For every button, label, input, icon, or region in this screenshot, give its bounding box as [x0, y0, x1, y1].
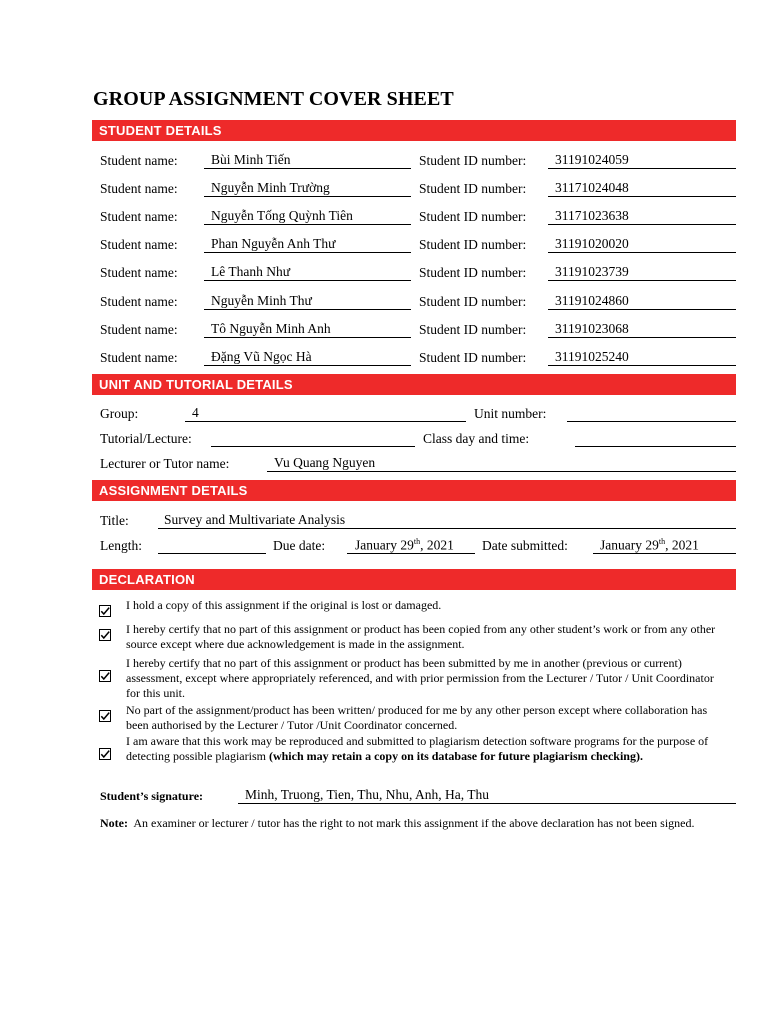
student-id-label: Student ID number:: [419, 209, 527, 224]
student-id-label: Student ID number:: [419, 322, 527, 337]
student-name-value: Nguyễn Minh Thư: [211, 293, 312, 308]
due-date-label: Due date:: [273, 538, 326, 553]
note-label: Note:: [100, 816, 128, 830]
due-date-year: , 2021: [420, 537, 454, 553]
student-id-label: Student ID number:: [419, 153, 527, 168]
assignment-details-header: ASSIGNMENT DETAILS: [92, 480, 736, 501]
declaration-text: [126, 734, 722, 764]
group-label: Group:: [100, 406, 139, 421]
due-date-value: [355, 537, 454, 554]
student-id-value: 31191023068: [555, 321, 629, 336]
student-name-value: Nguyễn Minh Trường: [211, 180, 330, 195]
lecturer-label: Lecturer or Tutor name:: [100, 456, 230, 471]
student-name-value: Phan Nguyễn Anh Thư: [211, 236, 336, 251]
declaration-statement: I hereby certify that no part of this assignment or product has been copied from any other student’s work or from any other source except where due acknowledgement is made in the assignment.: [126, 622, 716, 651]
class-day-field[interactable]: [575, 430, 736, 447]
declaration-statement: I hold a copy of this assignment if the original is lost or damaged.: [126, 598, 442, 612]
student-id-value: 31171023638: [555, 208, 629, 223]
student-id-value: 31191025240: [555, 349, 629, 364]
declaration-checkbox[interactable]: [99, 748, 111, 760]
student-id-value: 31191024059: [555, 152, 629, 167]
unit-number-label: Unit number:: [474, 406, 547, 421]
student-id-label: Student ID number:: [419, 350, 527, 365]
declaration-checkbox[interactable]: [99, 670, 111, 682]
declaration-checkbox[interactable]: [99, 605, 111, 617]
student-id-value: 31191023739: [555, 264, 629, 279]
student-id-value: 31191024860: [555, 293, 629, 308]
page-title: GROUP ASSIGNMENT COVER SHEET: [93, 88, 454, 110]
student-name-value: Đặng Vũ Ngọc Hà: [211, 349, 312, 364]
date-submitted-value: [600, 537, 699, 554]
title-label: Title:: [100, 513, 129, 528]
length-field[interactable]: [158, 537, 266, 554]
student-name-value: Tô Nguyễn Minh Anh: [211, 321, 331, 336]
student-name-label: Student name:: [100, 294, 178, 309]
student-name-label: Student name:: [100, 153, 178, 168]
declaration-text: [126, 656, 722, 701]
group-field[interactable]: [185, 405, 466, 422]
student-id-value: 31171024048: [555, 180, 629, 195]
due-date-ordinal: th: [413, 537, 421, 546]
date-submitted-year: , 2021: [665, 537, 699, 553]
lecturer-value: Vu Quang Nguyen: [274, 455, 376, 470]
title-value: Survey and Multivariate Analysis: [164, 512, 346, 527]
student-name-label: Student name:: [100, 237, 178, 252]
declaration-checkbox[interactable]: [99, 710, 111, 722]
student-name-label: Student name:: [100, 265, 178, 280]
unit-number-field[interactable]: [567, 405, 736, 422]
note: [100, 816, 725, 831]
tutorial-label: Tutorial/Lecture:: [100, 431, 192, 446]
student-details-header: STUDENT DETAILS: [92, 120, 736, 141]
student-name-label: Student name:: [100, 322, 178, 337]
unit-details-header: UNIT AND TUTORIAL DETAILS: [92, 374, 736, 395]
note-text: An examiner or lecturer / tutor has the right to not mark this assignment if the above declaration has not been signed.: [133, 816, 695, 830]
date-submitted-ordinal: th: [658, 537, 666, 546]
signature-label: Student’s signature:: [100, 789, 204, 803]
declaration-statement: I hereby certify that no part of this assignment or product has been submitted by me in another (previous or current) assessment, except where appropriately referenced, and with prior permission from the Lecturer / Tutor / Unit Coordinator for this unit.: [126, 656, 714, 700]
student-name-value: Lê Thanh Như: [211, 264, 291, 279]
declaration-statement: No part of the assignment/product has been written/ produced for me by any other person except where collaboration has been authorised by the Lecturer / Tutor /Unit Coordinator concerned.: [126, 703, 708, 732]
length-label: Length:: [100, 538, 142, 553]
student-name-label: Student name:: [100, 350, 178, 365]
date-submitted-label: Date submitted:: [482, 538, 568, 553]
student-name-value: Nguyễn Tống Quỳnh Tiên: [211, 208, 353, 223]
declaration-emphasis: (which may retain a copy on its database for future plagiarism checking).: [268, 749, 643, 763]
declaration-header: DECLARATION: [92, 569, 736, 590]
student-id-label: Student ID number:: [419, 294, 527, 309]
student-id-label: Student ID number:: [419, 265, 527, 280]
date-submitted-main: January 29: [600, 537, 659, 553]
declaration-statement: I am aware that this work may be reproduced and submitted to plagiarism detection software programs for the purpose of detecting possible plagiarism: [126, 734, 709, 763]
tutorial-field[interactable]: [211, 430, 415, 447]
declaration-text: [126, 703, 722, 733]
declaration-checkbox[interactable]: [99, 629, 111, 641]
due-date-main: January 29: [355, 537, 414, 553]
declaration-text: [126, 598, 722, 613]
student-name-label: Student name:: [100, 181, 178, 196]
class-day-label: Class day and time:: [423, 431, 530, 446]
signature-value: Minh, Truong, Tien, Thu, Nhu, Anh, Ha, Thu: [245, 787, 490, 802]
student-name-label: Student name:: [100, 209, 178, 224]
declaration-text: [126, 622, 722, 652]
student-id-label: Student ID number:: [419, 181, 527, 196]
student-id-value: 31191020020: [555, 236, 629, 251]
group-value: 4: [192, 405, 199, 420]
student-name-value: Bùi Minh Tiến: [211, 152, 291, 167]
student-id-label: Student ID number:: [419, 237, 527, 252]
